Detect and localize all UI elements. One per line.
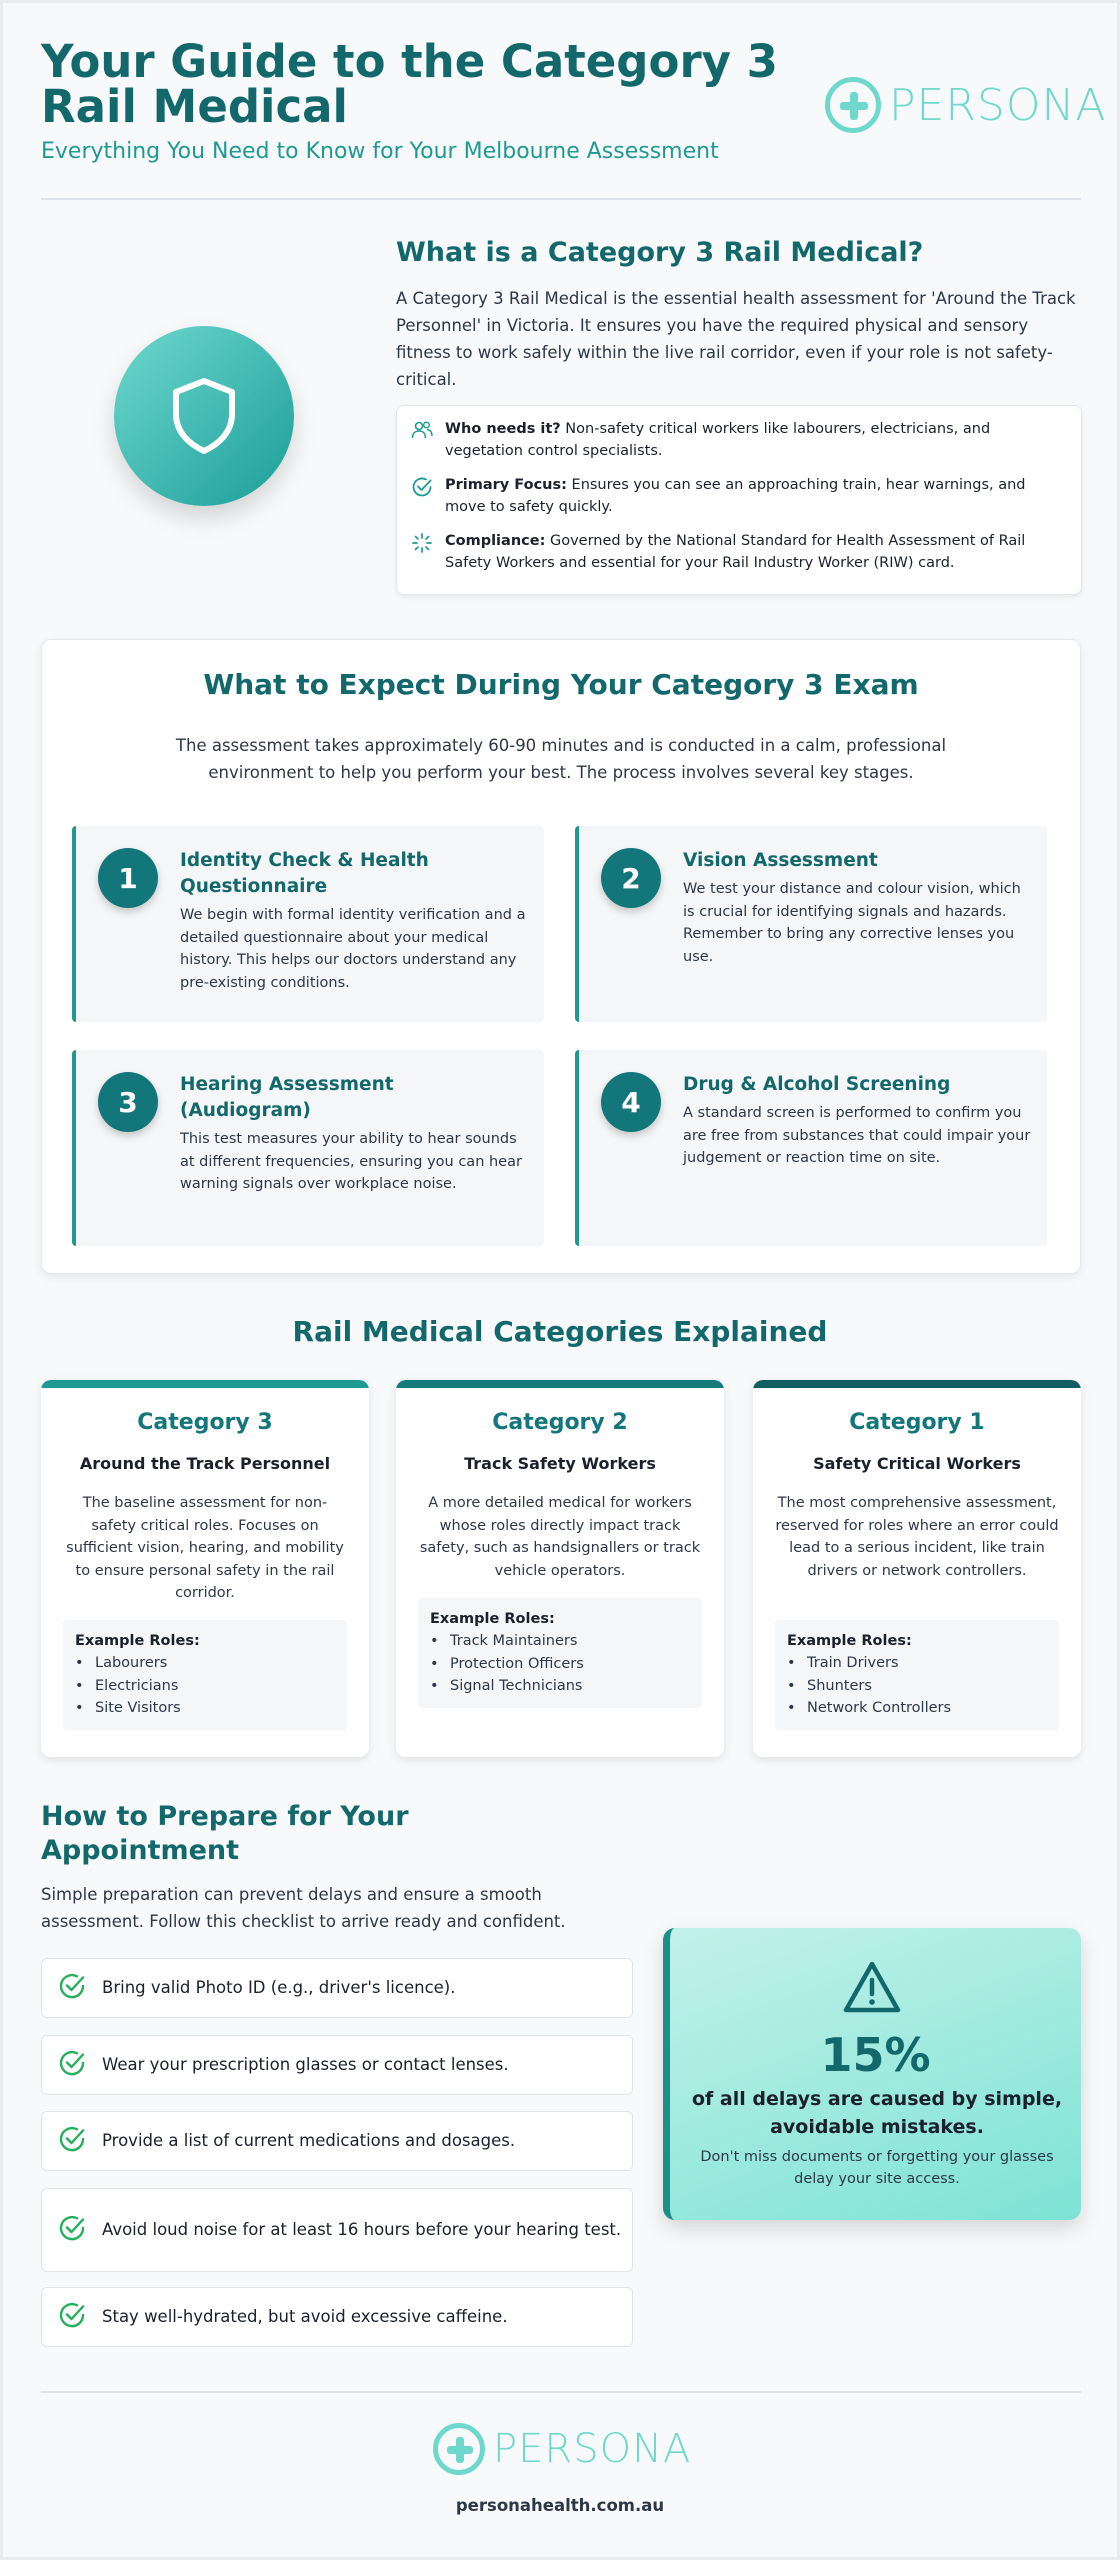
page-title (41, 35, 801, 133)
checklist-item-noise (41, 2188, 633, 2272)
sparkle-icon (411, 532, 433, 554)
check-circle-icon (58, 2125, 86, 2153)
category-roles (63, 1620, 347, 1730)
stat-value: 15% (820, 2028, 931, 2082)
prepare-paragraph: Simple preparation can prevent delays and ensure a smooth assessment. Follow this checklist to arrive ready and confident. (41, 1885, 566, 1931)
category-roles (775, 1620, 1059, 1730)
stat-note: Don't miss documents or forgetting your glasses delay your site access. (700, 2149, 1054, 2187)
delay-stat-card (663, 1928, 1081, 2220)
fact-compliance (411, 530, 1061, 574)
persona-logo-footer[interactable] (433, 2423, 691, 2475)
divider (41, 2391, 1081, 2393)
category-accent-bar (41, 1380, 369, 1388)
checklist-item-hydration (41, 2287, 633, 2347)
shield-icon (169, 376, 239, 456)
prepare-heading: How to Prepare for Your Appointment (41, 1801, 409, 1866)
step-text: We test your distance and colour vision, which is crucial for identifying signals and hazards. Remember to bring any corrective lenses you use. (683, 881, 1021, 965)
category-subtitle: Track Safety Workers (464, 1454, 656, 1473)
category-subtitle: Safety Critical Workers (813, 1454, 1021, 1473)
checklist-text: Stay well-hydrated, but avoid excessive caffeine. (102, 2307, 508, 2326)
step-text: A standard screen is performed to confirm you are free from substances that could impair your judgement or reaction time on site. (683, 1105, 1031, 1166)
stat-headline: of all delays are caused by simple, avoidable mistakes. (691, 2088, 1063, 2138)
role-item: • Signal Technicians (430, 1675, 690, 1698)
step-title: Identity Check & Health Questionnaire (180, 850, 429, 897)
category-accent-bar (396, 1380, 724, 1388)
fact-label: Compliance: (445, 533, 546, 549)
step-card-1 (72, 826, 544, 1022)
step-title: Vision Assessment (683, 850, 878, 871)
check-circle-icon (58, 2214, 86, 2242)
page-title-line-2: Rail Medical (41, 80, 348, 133)
category-card-1 (753, 1380, 1081, 1757)
shield-badge (114, 326, 294, 506)
step-text: We begin with formal identity verification and a detailed questionnaire about your medical history. This helps our doctors understand any pre-existing conditions. (180, 907, 526, 991)
step-number: 4 (601, 1072, 661, 1132)
role-item: • Electricians (75, 1675, 335, 1698)
roles-label: Example Roles: (430, 1611, 555, 1627)
checklist-text: Avoid loud noise for at least 16 hours before your hearing test. (102, 2220, 622, 2239)
role-item: • Train Drivers (787, 1652, 1047, 1675)
warning-icon (842, 1960, 902, 2014)
page (3, 3, 1117, 2557)
roles-label: Example Roles: (787, 1633, 912, 1649)
step-card-4 (575, 1050, 1047, 1246)
category-description: A more detailed medical for workers whose roles directly impact track safety, such as handsignallers or track vehicle operators. (419, 1495, 701, 1579)
check-circle-icon (411, 476, 433, 498)
check-circle-icon (58, 2301, 86, 2329)
users-icon (411, 420, 433, 440)
category-subtitle: Around the Track Personnel (79, 1454, 331, 1473)
fact-text: Non-safety critical workers like labourers, electricians, and vegetation control specialists. (445, 421, 991, 459)
fact-text: Ensures you can see an approaching train, hear warnings, and move to safety quickly. (445, 477, 1026, 515)
checklist-text: Provide a list of current medications and dosages. (102, 2131, 516, 2150)
medical-cross-icon (433, 2423, 485, 2475)
checklist-text: Bring valid Photo ID (e.g., driver's licence). (102, 1978, 456, 1997)
step-text: This test measures your ability to hear sounds at different frequencies, ensuring you can hear warning signals over workplace noise. (180, 1131, 522, 1192)
category-title: Category 3 (137, 1410, 273, 1435)
category-title: Category 2 (492, 1410, 628, 1435)
category-title: Category 1 (849, 1410, 985, 1435)
category-card-2 (396, 1380, 724, 1757)
checklist-item-photo-id (41, 1958, 633, 2018)
category-accent-bar (753, 1380, 1081, 1388)
roles-label: Example Roles: (75, 1633, 200, 1649)
step-number: 1 (98, 848, 158, 908)
categories-heading: Rail Medical Categories Explained (292, 1315, 828, 1348)
step-number: 2 (601, 848, 661, 908)
category-description: The most comprehensive assessment, reserved for roles where an error could lead to a serious incident, like train drivers or network controllers. (775, 1495, 1059, 1579)
check-circle-icon (58, 1972, 86, 2000)
category-card-3 (41, 1380, 369, 1757)
logo-text: PERSONA (493, 2426, 692, 2472)
step-title: Hearing Assessment (Audiogram) (180, 1074, 394, 1121)
role-item: • Site Visitors (75, 1697, 335, 1720)
expect-heading: What to Expect During Your Category 3 Exam (203, 668, 919, 701)
fact-primary-focus (411, 474, 1061, 518)
expect-section (41, 639, 1081, 1274)
page-subtitle: Everything You Need to Know for Your Melbourne Assessment (41, 139, 719, 164)
checklist-item-medications (41, 2111, 633, 2171)
step-number: 3 (98, 1072, 158, 1132)
role-item: • Track Maintainers (430, 1630, 690, 1653)
expect-paragraph: The assessment takes approximately 60-90 minutes and is conducted in a calm, professional environment to help you perform your best. The process involves several key stages. (175, 736, 947, 782)
role-item: • Shunters (787, 1675, 1047, 1698)
intro-heading: What is a Category 3 Rail Medical? (396, 237, 924, 268)
persona-logo[interactable] (825, 77, 1106, 133)
divider (41, 198, 1081, 200)
role-item: • Protection Officers (430, 1653, 690, 1676)
fact-text: Governed by the National Standard for Health Assessment of Rail Safety Workers and essential for your Rail Industry Worker (RIW) card. (445, 533, 1026, 571)
step-title: Drug & Alcohol Screening (683, 1074, 951, 1095)
checklist-item-glasses (41, 2035, 633, 2095)
fact-label: Primary Focus: (445, 477, 567, 493)
role-item: • Network Controllers (787, 1697, 1047, 1720)
checklist-text: Wear your prescription glasses or contact lenses. (102, 2055, 509, 2074)
step-card-3 (72, 1050, 544, 1246)
check-circle-icon (58, 2049, 86, 2077)
fact-who-needs-it (411, 418, 1061, 462)
fact-label: Who needs it? (445, 421, 561, 437)
category-description: The baseline assessment for non-safety critical roles. Focuses on sufficient vision, hearing, and mobility to ensure personal safety in the rail corridor. (66, 1495, 344, 1601)
intro-facts-box (396, 405, 1082, 595)
footer-website-link[interactable]: personahealth.com.au (455, 2496, 665, 2515)
role-item: • Labourers (75, 1652, 335, 1675)
step-card-2 (575, 826, 1047, 1022)
logo-text: PERSONA (889, 79, 1107, 131)
medical-cross-icon (825, 77, 881, 133)
intro-paragraph: A Category 3 Rail Medical is the essential health assessment for 'Around the Track Personnel' in Victoria. It ensures you have the required physical and sensory fitness to work safely within the live rail corridor, even if your role is not safety-critical. (396, 289, 1076, 389)
category-roles (418, 1598, 702, 1708)
page-title-line-1: Your Guide to the Category 3 (41, 35, 778, 88)
